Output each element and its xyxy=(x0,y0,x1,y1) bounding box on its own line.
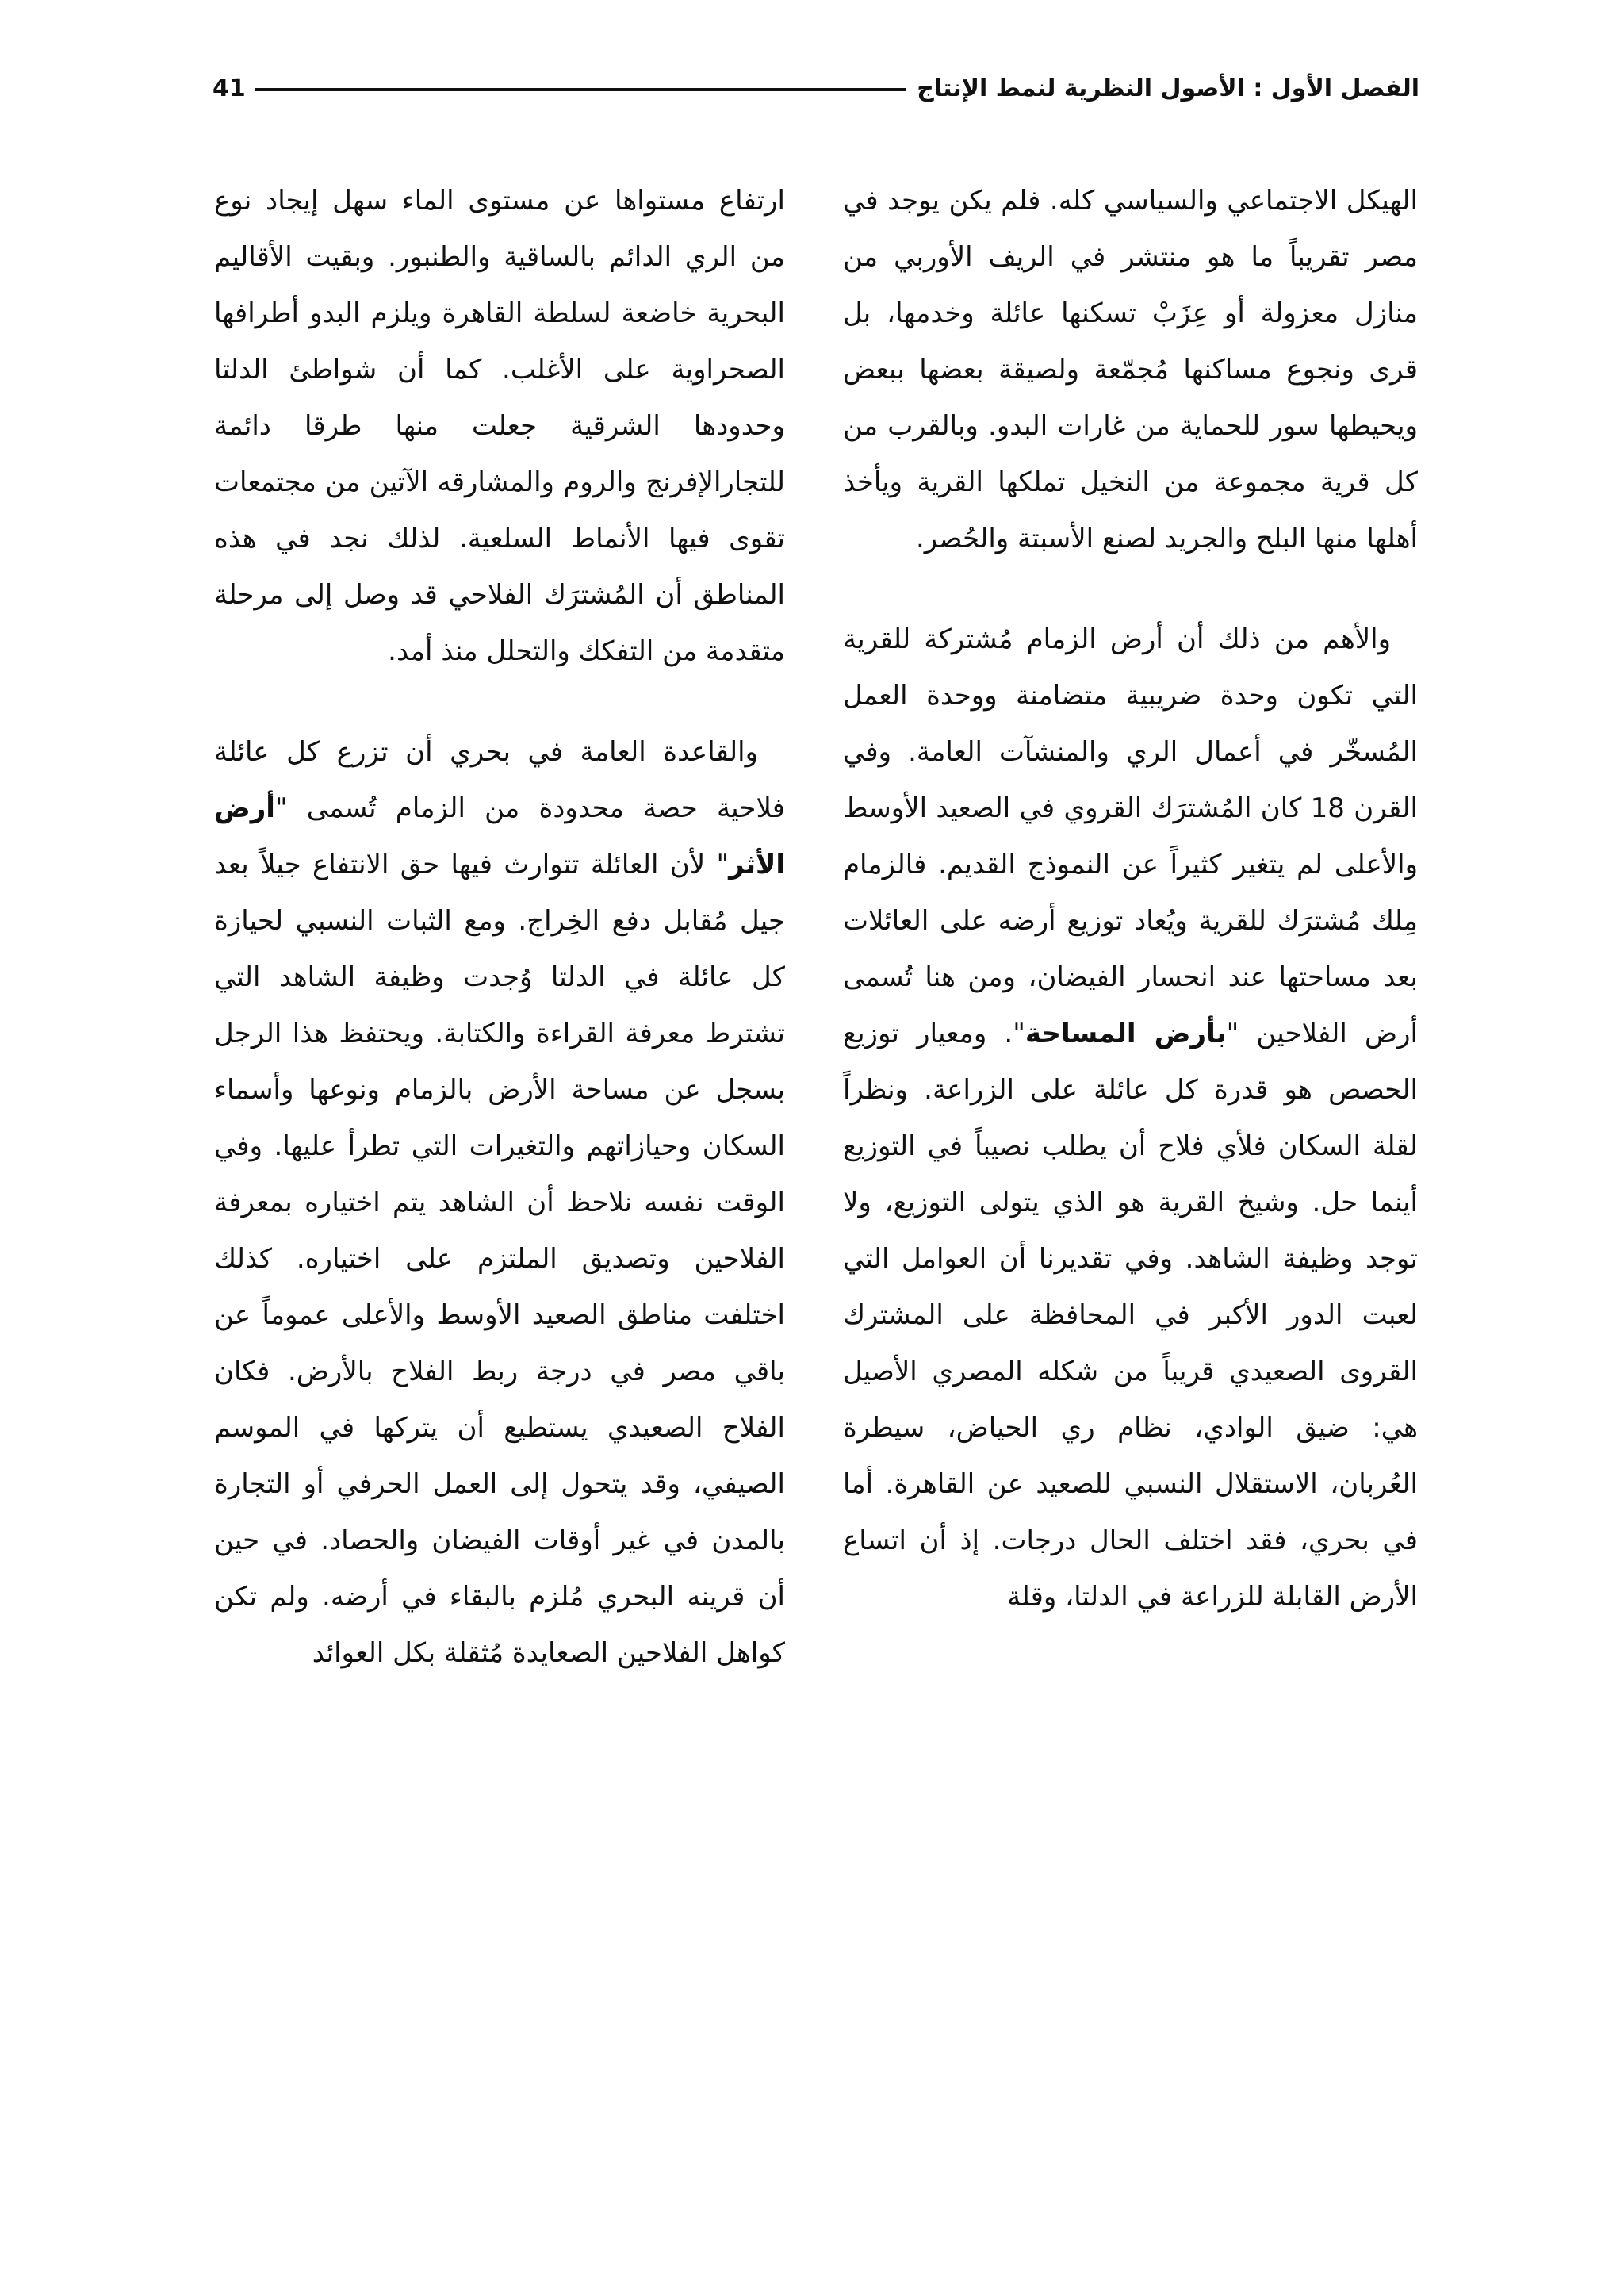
paragraph-text: ". ومعيار توزيع الحصص هو قدرة كل عائلة على الزراعة. ونظراً لقلة السكان فلأي فلاح أن يطلب نصيباً في التوزيع أينما حل. وشيخ القرية هو الذي يتولى التوزيع، ولا توجد وظيفة الشاهد. وفي تقديرنا أن العوامل التي لعبت الدور الأكبر في المحافظة على المشترك القروى الصعيدي قريباً من شكله المصري الأصيل هي: ضيق الوادي، نظام ري الحياض، سيطرة العُربان، الاستقلال النسبي للصعيد عن القاهرة. أما في بحري، فقد اختلف الحال درجات. إذ أن اتساع الأرض القابلة للزراعة في الدلتا، وقلة xyxy=(843,1018,1418,1613)
left-column xyxy=(214,173,785,1682)
paragraph xyxy=(214,724,785,1682)
paragraph-text: والأهم من ذلك أن أرض الزمام مُشتركة للقرية التي تكون وحدة ضريبية متضامنة ووحدة العمل المُسخّر في أعمال الري والمنشآت العامة. وفي القرن 18 كان المُشترَك القروي في الصعيد الأوسط والأعلى لم يتغير كثيراً عن النموذج القديم. فالزمام مِلك مُشترَك للقرية ويُعاد توزيع أرضه على العائلات بعد مساحتها عند انحسار الفيضان، ومن هنا تُسمى أرض الفلاحين " xyxy=(843,623,1419,1049)
paragraph-text: " لأن العائلة تتوارث فيها حق الانتفاع جيلاً بعد جيل مُقابل دفع الخِراج. ومع الثبات النسبي لحيازة كل عائلة في الدلتا وُجدت وظيفة الشاهد التي تشترط معرفة القراءة والكتابة. ويحتفظ هذا الرجل بسجل عن مساحة الأرض بالزمام ونوعها وأسماء السكان وحيازاتهم والتغيرات التي تطرأ عليها. وفي الوقت نفسه نلاحظ أن الشاهد يتم اختياره بمعرفة الفلاحين وتصديق الملتزم على اختياره. كذلك اختلفت مناطق الصعيد الأوسط والأعلى عموماً عن باقي مصر في درجة ربط الفلاح بالأرض. فكان الفلاح الصعيدي يستطيع أن يتركها في الموسم الصيفي، وقد يتحول إلى العمل الحرفي أو التجارة بالمدن في غير أوقات الفيضان والحصاد. في حين أن قرينه البحري مُلزم بالبقاء في أرضه. ولم تكن كواهل الفلاحين الصعايدة مُثقلة بكل العوائد xyxy=(214,849,785,1669)
running-header xyxy=(213,65,1419,113)
paragraph-text: الهيكل الاجتماعي والسياسي كله. فلم يكن يوجد في مصر تقريباً ما هو منتشر في الريف الأوربي من منازل معزولة أو عِزَبْ تسكنها عائلة وخدمها، بل قرى ونجوع مساكنها مُجمّعة ولصيقة بعضها ببعض ويحيطها سور للحماية من غارات البدو. وبالقرب من كل قرية مجموعة من النخيل تملكها القرية ويأخذ أهلها منها البلح والجريد لصنع الأسبتة والحُصر. xyxy=(843,185,1418,554)
page-number: 41 xyxy=(213,65,255,113)
paragraph xyxy=(843,173,1418,567)
paragraph xyxy=(214,173,785,680)
chapter-title: الفصل الأول : الأصول النظرية لنمط الإنتاج xyxy=(906,65,1419,113)
paragraph xyxy=(843,612,1418,1625)
right-column xyxy=(843,173,1418,1625)
paragraph-text: والقاعدة العامة في بحري أن تزرع كل عائلة فلاحية حصة محدودة من الزمام تُسمى " xyxy=(214,736,785,824)
paragraph-text: ارتفاع مستواها عن مستوى الماء سهل إيجاد نوع من الري الدائم بالساقية والطنبور. وبقيت الأقاليم البحرية خاضعة لسلطة القاهرة ويلزم البدو أطرافها الصحراوية على الأغلب. كما أن شواطئ الدلتا وحدودها الشرقية جعلت منها طرقا دائمة للتجارالإفرنج والروم والمشارقه الآتين من مجتمعات تقوى فيها الأنماط السلعية. لذلك نجد في هذه المناطق أن المُشترَك الفلاحي قد وصل إلى مرحلة متقدمة من التفكك والتحلل منذ أمد. xyxy=(214,185,785,667)
bold-term: أرض الأثر xyxy=(214,792,785,880)
bold-term: بأرض المساحة xyxy=(1025,1018,1227,1049)
